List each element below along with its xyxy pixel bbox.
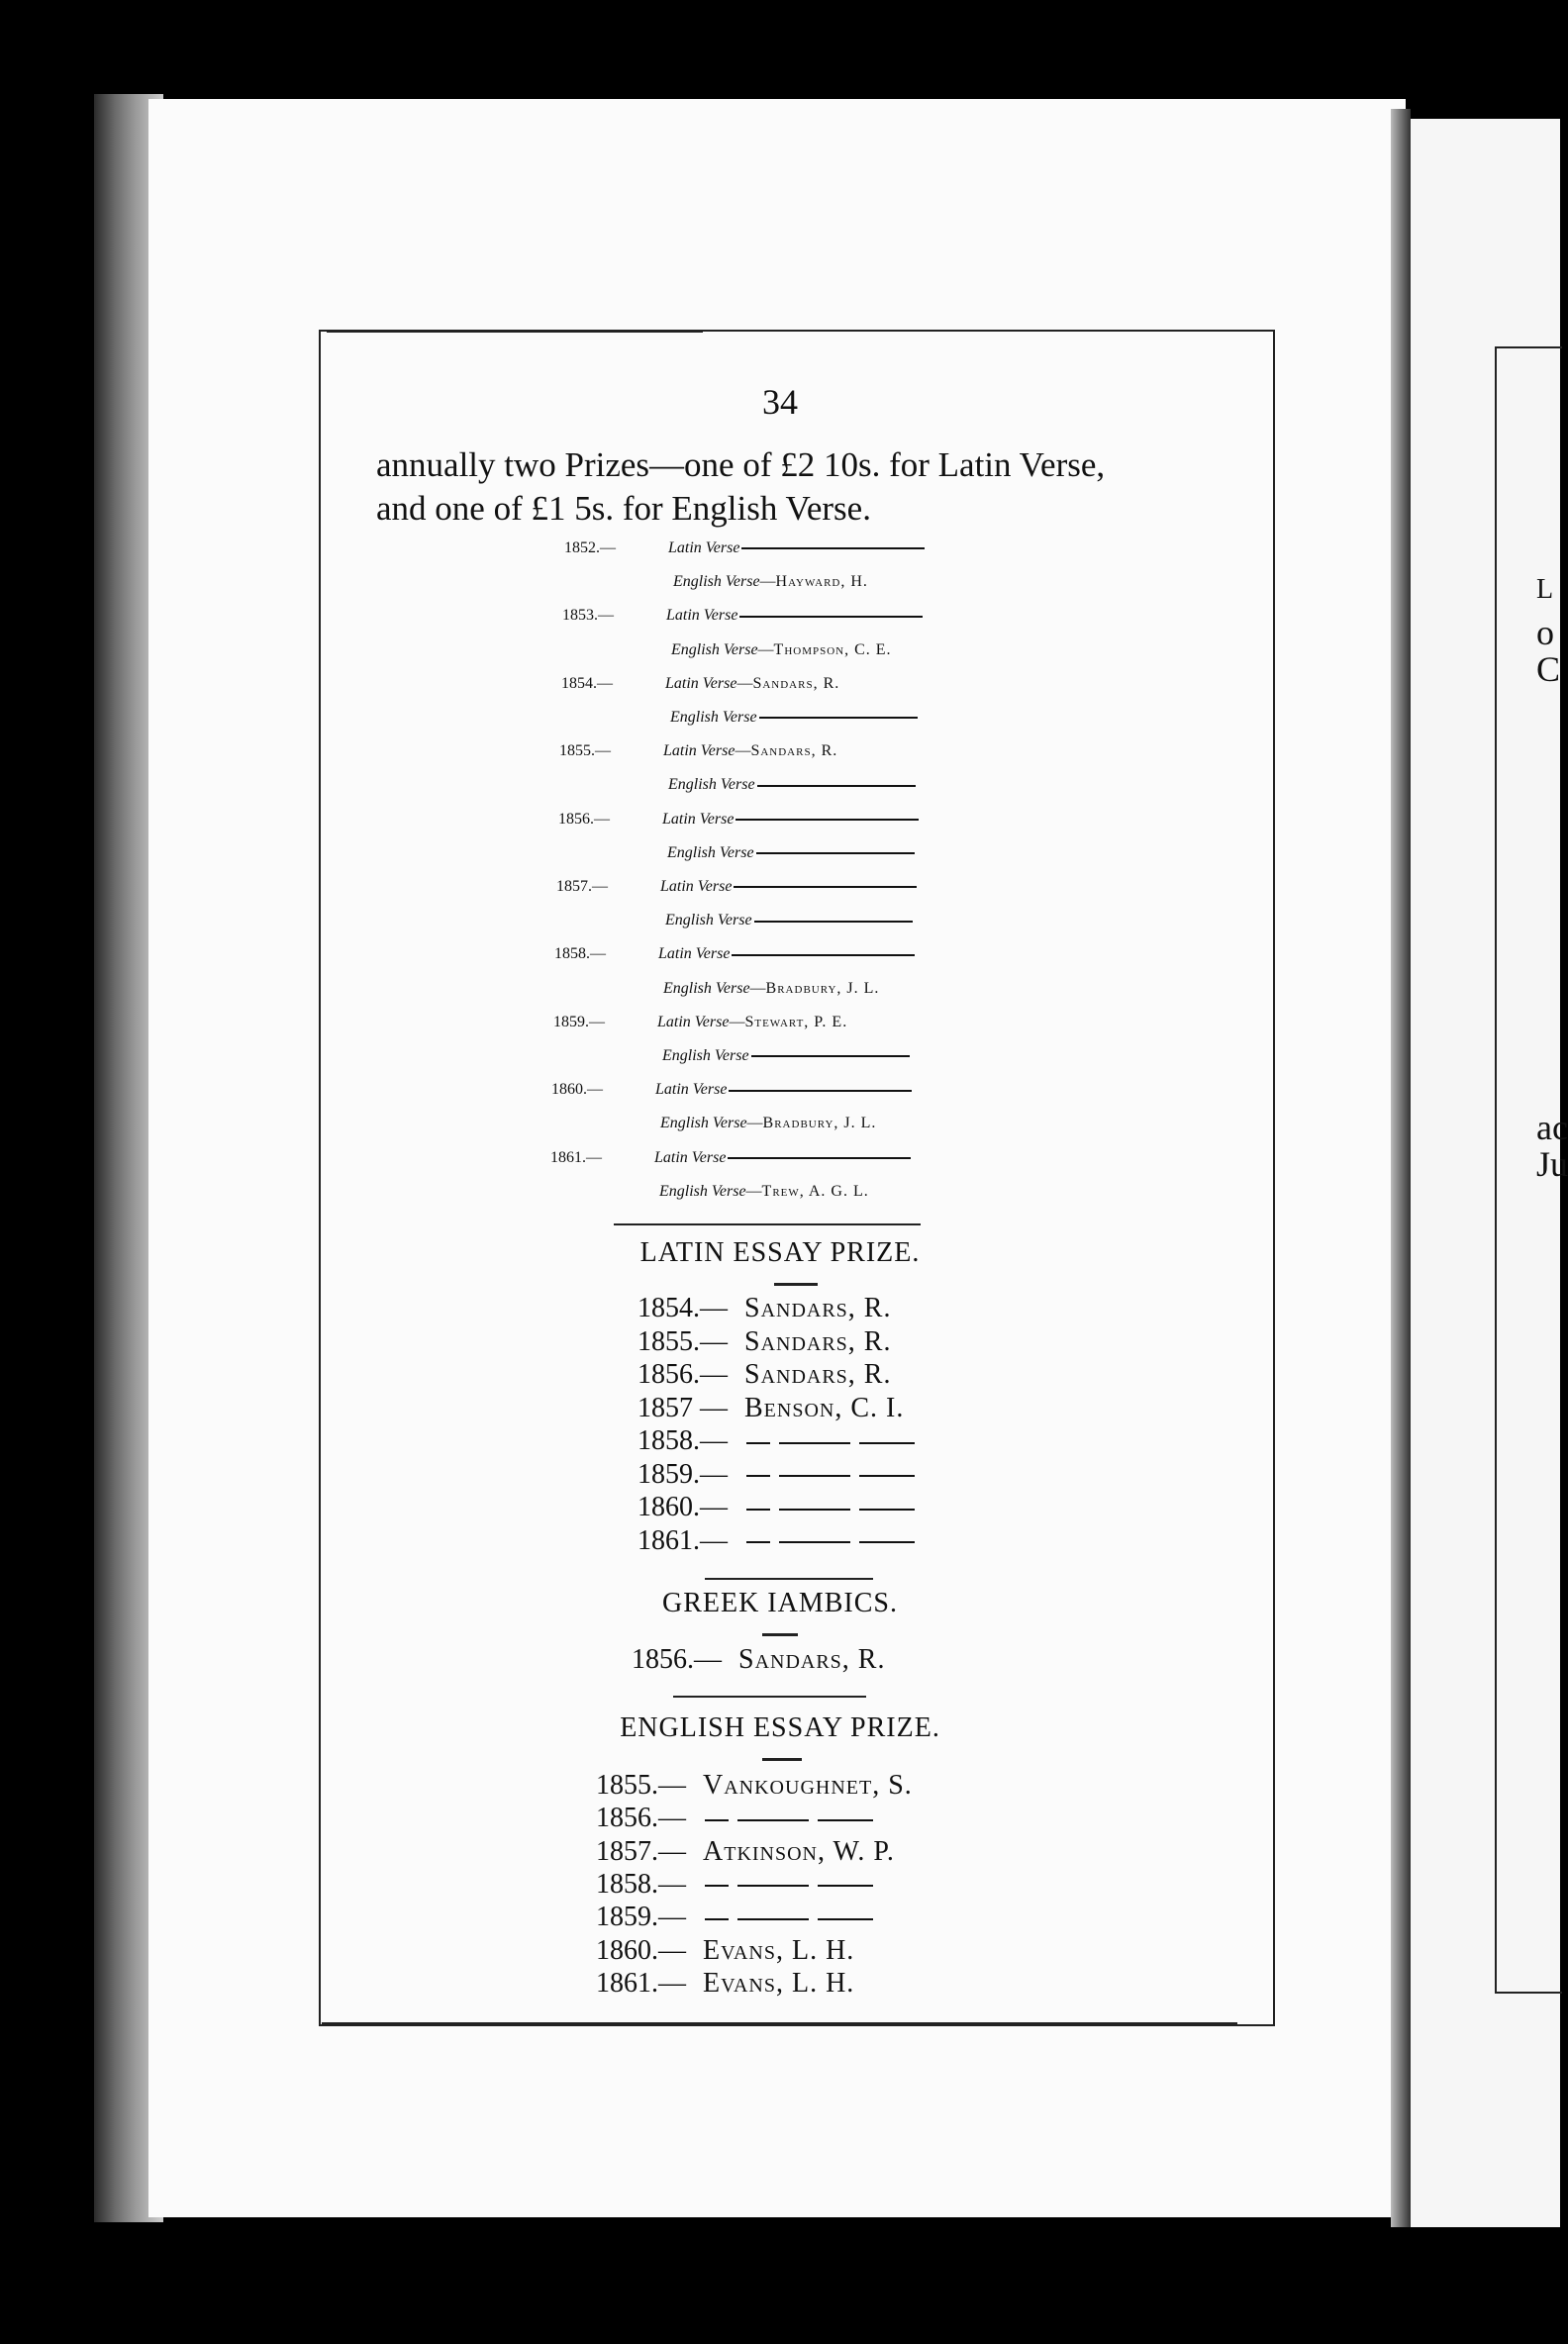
english-essay-row (596, 1802, 873, 1834)
latin-essay-row (637, 1458, 915, 1491)
verse-year: 1861.— (550, 1148, 602, 1166)
blank-dash (754, 921, 913, 923)
prize-winner: Sandars, R. (738, 1644, 886, 1675)
right-fragment: o (1536, 613, 1554, 652)
prize-winner: Benson, C. I. (744, 1392, 905, 1423)
prize-year: 1856.— (632, 1644, 722, 1675)
blank-dash (705, 1885, 729, 1887)
latin-verse-label: Latin Verse (662, 810, 735, 828)
prize-year: 1856.— (596, 1803, 686, 1834)
verse-year: 1854.— (561, 674, 613, 692)
blank-dash (779, 1442, 850, 1444)
verse-latin-row (556, 878, 917, 896)
blank-dash (779, 1509, 850, 1511)
verse-latin-row (564, 539, 925, 557)
verse-year: 1853.— (562, 607, 614, 625)
separator: — (746, 1115, 763, 1132)
blank-dash (779, 1541, 850, 1543)
blank-dash (759, 717, 918, 719)
page-gutter (1391, 109, 1411, 2227)
divider (673, 1696, 866, 1698)
latin-verse-winner: Sandars, R. (750, 742, 838, 760)
intro-line: annually two Prizes—one of £2 10s. for Latin Verse, (376, 445, 1106, 484)
verse-year: 1857.— (556, 878, 608, 895)
latin-verse-label: Latin Verse (666, 607, 738, 625)
prize-winner: Sandars, R. (744, 1325, 892, 1357)
english-verse-winner: Hayward, H. (775, 573, 868, 591)
english-verse-winner: Trew, A. G. L. (761, 1182, 869, 1200)
blank-dash (746, 1475, 770, 1477)
verse-english-row (671, 641, 892, 659)
blank-dash (741, 547, 925, 549)
english-verse-winner: Thompson, C. E. (773, 640, 892, 658)
blank-dash (728, 1157, 911, 1159)
prize-year: 1855.— (637, 1325, 728, 1357)
prize-year: 1861.— (637, 1524, 728, 1556)
latin-verse-label: Latin Verse (665, 674, 737, 692)
greek-iambics-row (632, 1643, 885, 1676)
blank-dash (859, 1442, 915, 1444)
verse-year: 1858.— (554, 945, 606, 963)
separator: — (759, 573, 776, 591)
latin-essay-row (637, 1325, 891, 1358)
divider (705, 1578, 873, 1580)
verse-latin-row (550, 1149, 911, 1167)
separator: — (729, 1013, 745, 1030)
latin-verse-label: Latin Verse (660, 878, 733, 895)
bottom-rule (322, 2022, 1237, 2024)
verse-english-row (665, 912, 913, 929)
blank-dash (779, 1475, 850, 1477)
blank-dash (739, 616, 923, 618)
verse-latin-row (554, 945, 915, 963)
verse-year: 1855.— (559, 742, 611, 760)
blank-dash (737, 1918, 809, 1920)
latin-essay-row (637, 1424, 915, 1457)
english-verse-label: English Verse (663, 979, 750, 997)
prize-winner: Vankoughnet, S. (703, 1770, 913, 1801)
blank-dash (737, 1819, 809, 1821)
latin-essay-row (637, 1524, 915, 1557)
prize-year: 1855.— (596, 1770, 686, 1801)
english-verse-label: English Verse (671, 640, 758, 658)
separator: — (735, 742, 751, 760)
latin-essay-row (637, 1491, 915, 1523)
verse-english-row (667, 844, 915, 862)
latin-verse-winner: Stewart, P. E. (744, 1013, 848, 1030)
blank-dash (746, 1541, 770, 1543)
right-fragment: Ju (1536, 1144, 1568, 1184)
english-essay-row (596, 1901, 873, 1933)
latin-essay-row (637, 1358, 891, 1391)
verse-latin-row (558, 811, 919, 829)
english-verse-label: English Verse (665, 912, 752, 929)
english-essay-row (596, 1868, 873, 1901)
blank-dash (818, 1918, 873, 1920)
prize-year: 1856.— (637, 1359, 728, 1390)
verse-year: 1852.— (564, 539, 616, 556)
separator: — (745, 1182, 762, 1200)
english-verse-label: English Verse (659, 1182, 746, 1200)
blank-dash (818, 1885, 873, 1887)
prize-winner: Evans, L. H. (703, 1967, 855, 1999)
blank-dash (746, 1509, 770, 1511)
prize-year: 1858.— (637, 1425, 728, 1456)
latin-verse-label: Latin Verse (655, 1081, 728, 1099)
blank-dash (737, 1885, 809, 1887)
separator: — (757, 640, 774, 658)
english-verse-label: English Verse (670, 709, 757, 726)
blank-dash (859, 1509, 915, 1511)
prize-winner: Sandars, R. (744, 1293, 892, 1323)
greek-iambics-heading: GREEK IAMBICS. (661, 1588, 898, 1618)
verse-year: 1859.— (553, 1013, 605, 1030)
english-verse-label: English Verse (662, 1047, 749, 1064)
prize-year: 1859.— (596, 1902, 686, 1933)
prize-year: 1857 — (637, 1392, 728, 1423)
divider (614, 1223, 921, 1225)
verse-english-row (660, 1115, 876, 1132)
english-essay-row (596, 1769, 913, 1802)
verse-latin-row (559, 742, 837, 760)
latin-verse-winner: Sandars, R. (752, 674, 840, 692)
verse-english-row (673, 573, 868, 591)
verse-year: 1856.— (558, 810, 610, 828)
blank-dash (751, 1055, 910, 1057)
latin-verse-label: Latin Verse (657, 1013, 730, 1030)
heading-underline (774, 1283, 818, 1286)
prize-year: 1857.— (596, 1835, 686, 1867)
english-verse-winner: Bradbury, J. L. (765, 979, 880, 997)
prize-year: 1858.— (596, 1868, 686, 1900)
blank-dash (735, 819, 919, 821)
latin-verse-label: Latin Verse (658, 945, 731, 963)
english-verse-label: English Verse (667, 843, 754, 861)
intro-paragraph (376, 443, 1257, 531)
page-number: 34 (762, 382, 798, 422)
verse-english-row (663, 980, 879, 998)
prize-winner: Evans, L. H. (703, 1934, 855, 1966)
blank-dash (859, 1475, 915, 1477)
heading-underline (762, 1758, 802, 1761)
blank-dash (705, 1819, 729, 1821)
english-verse-label: English Verse (668, 776, 755, 794)
blank-dash (734, 886, 917, 888)
prize-year: 1859.— (637, 1458, 728, 1490)
english-verse-winner: Bradbury, J. L. (762, 1115, 877, 1132)
english-essay-heading: ENGLISH ESSAY PRIZE. (620, 1712, 940, 1743)
blank-dash (732, 954, 915, 956)
separator: — (749, 979, 766, 997)
english-essay-row (596, 1835, 895, 1868)
top-rule (327, 330, 703, 333)
latin-verse-label: Latin Verse (668, 539, 740, 556)
verse-english-row (670, 709, 918, 727)
latin-essay-row (637, 1392, 904, 1424)
english-verse-label: English Verse (673, 573, 760, 591)
english-essay-row (596, 1967, 854, 2000)
prize-year: 1860.— (596, 1934, 686, 1966)
right-fragment: C (1536, 649, 1561, 689)
separator: — (736, 674, 753, 692)
blank-dash (818, 1819, 873, 1821)
blank-dash (746, 1442, 770, 1444)
english-verse-label: English Verse (660, 1115, 747, 1132)
verse-english-row (659, 1183, 869, 1201)
latin-essay-heading: LATIN ESSAY PRIZE. (639, 1237, 921, 1268)
blank-dash (859, 1541, 915, 1543)
prize-year: 1854.— (637, 1293, 728, 1323)
blank-dash (756, 852, 915, 854)
english-essay-row (596, 1934, 854, 1967)
blank-dash (729, 1090, 912, 1092)
verse-english-row (668, 776, 916, 794)
blank-dash (705, 1918, 729, 1920)
blank-dash (757, 785, 916, 787)
verse-latin-row (561, 675, 839, 693)
verse-english-row (662, 1047, 910, 1065)
heading-underline (762, 1633, 798, 1636)
latin-essay-row (637, 1292, 891, 1324)
latin-verse-label: Latin Verse (663, 742, 735, 760)
intro-line: and one of £1 5s. for English Verse. (376, 489, 871, 528)
prize-winner: Atkinson, W. P. (703, 1835, 895, 1867)
verse-latin-row (562, 607, 923, 625)
verse-latin-row (551, 1081, 912, 1099)
verse-latin-row (553, 1014, 847, 1031)
latin-verse-label: Latin Verse (654, 1148, 727, 1166)
prize-year: 1860.— (637, 1492, 728, 1522)
prize-winner: Sandars, R. (744, 1359, 892, 1390)
right-fragment: ac (1536, 1108, 1568, 1147)
right-fragment: L (1536, 574, 1554, 605)
verse-year: 1860.— (551, 1081, 603, 1099)
prize-year: 1861.— (596, 1967, 686, 1999)
